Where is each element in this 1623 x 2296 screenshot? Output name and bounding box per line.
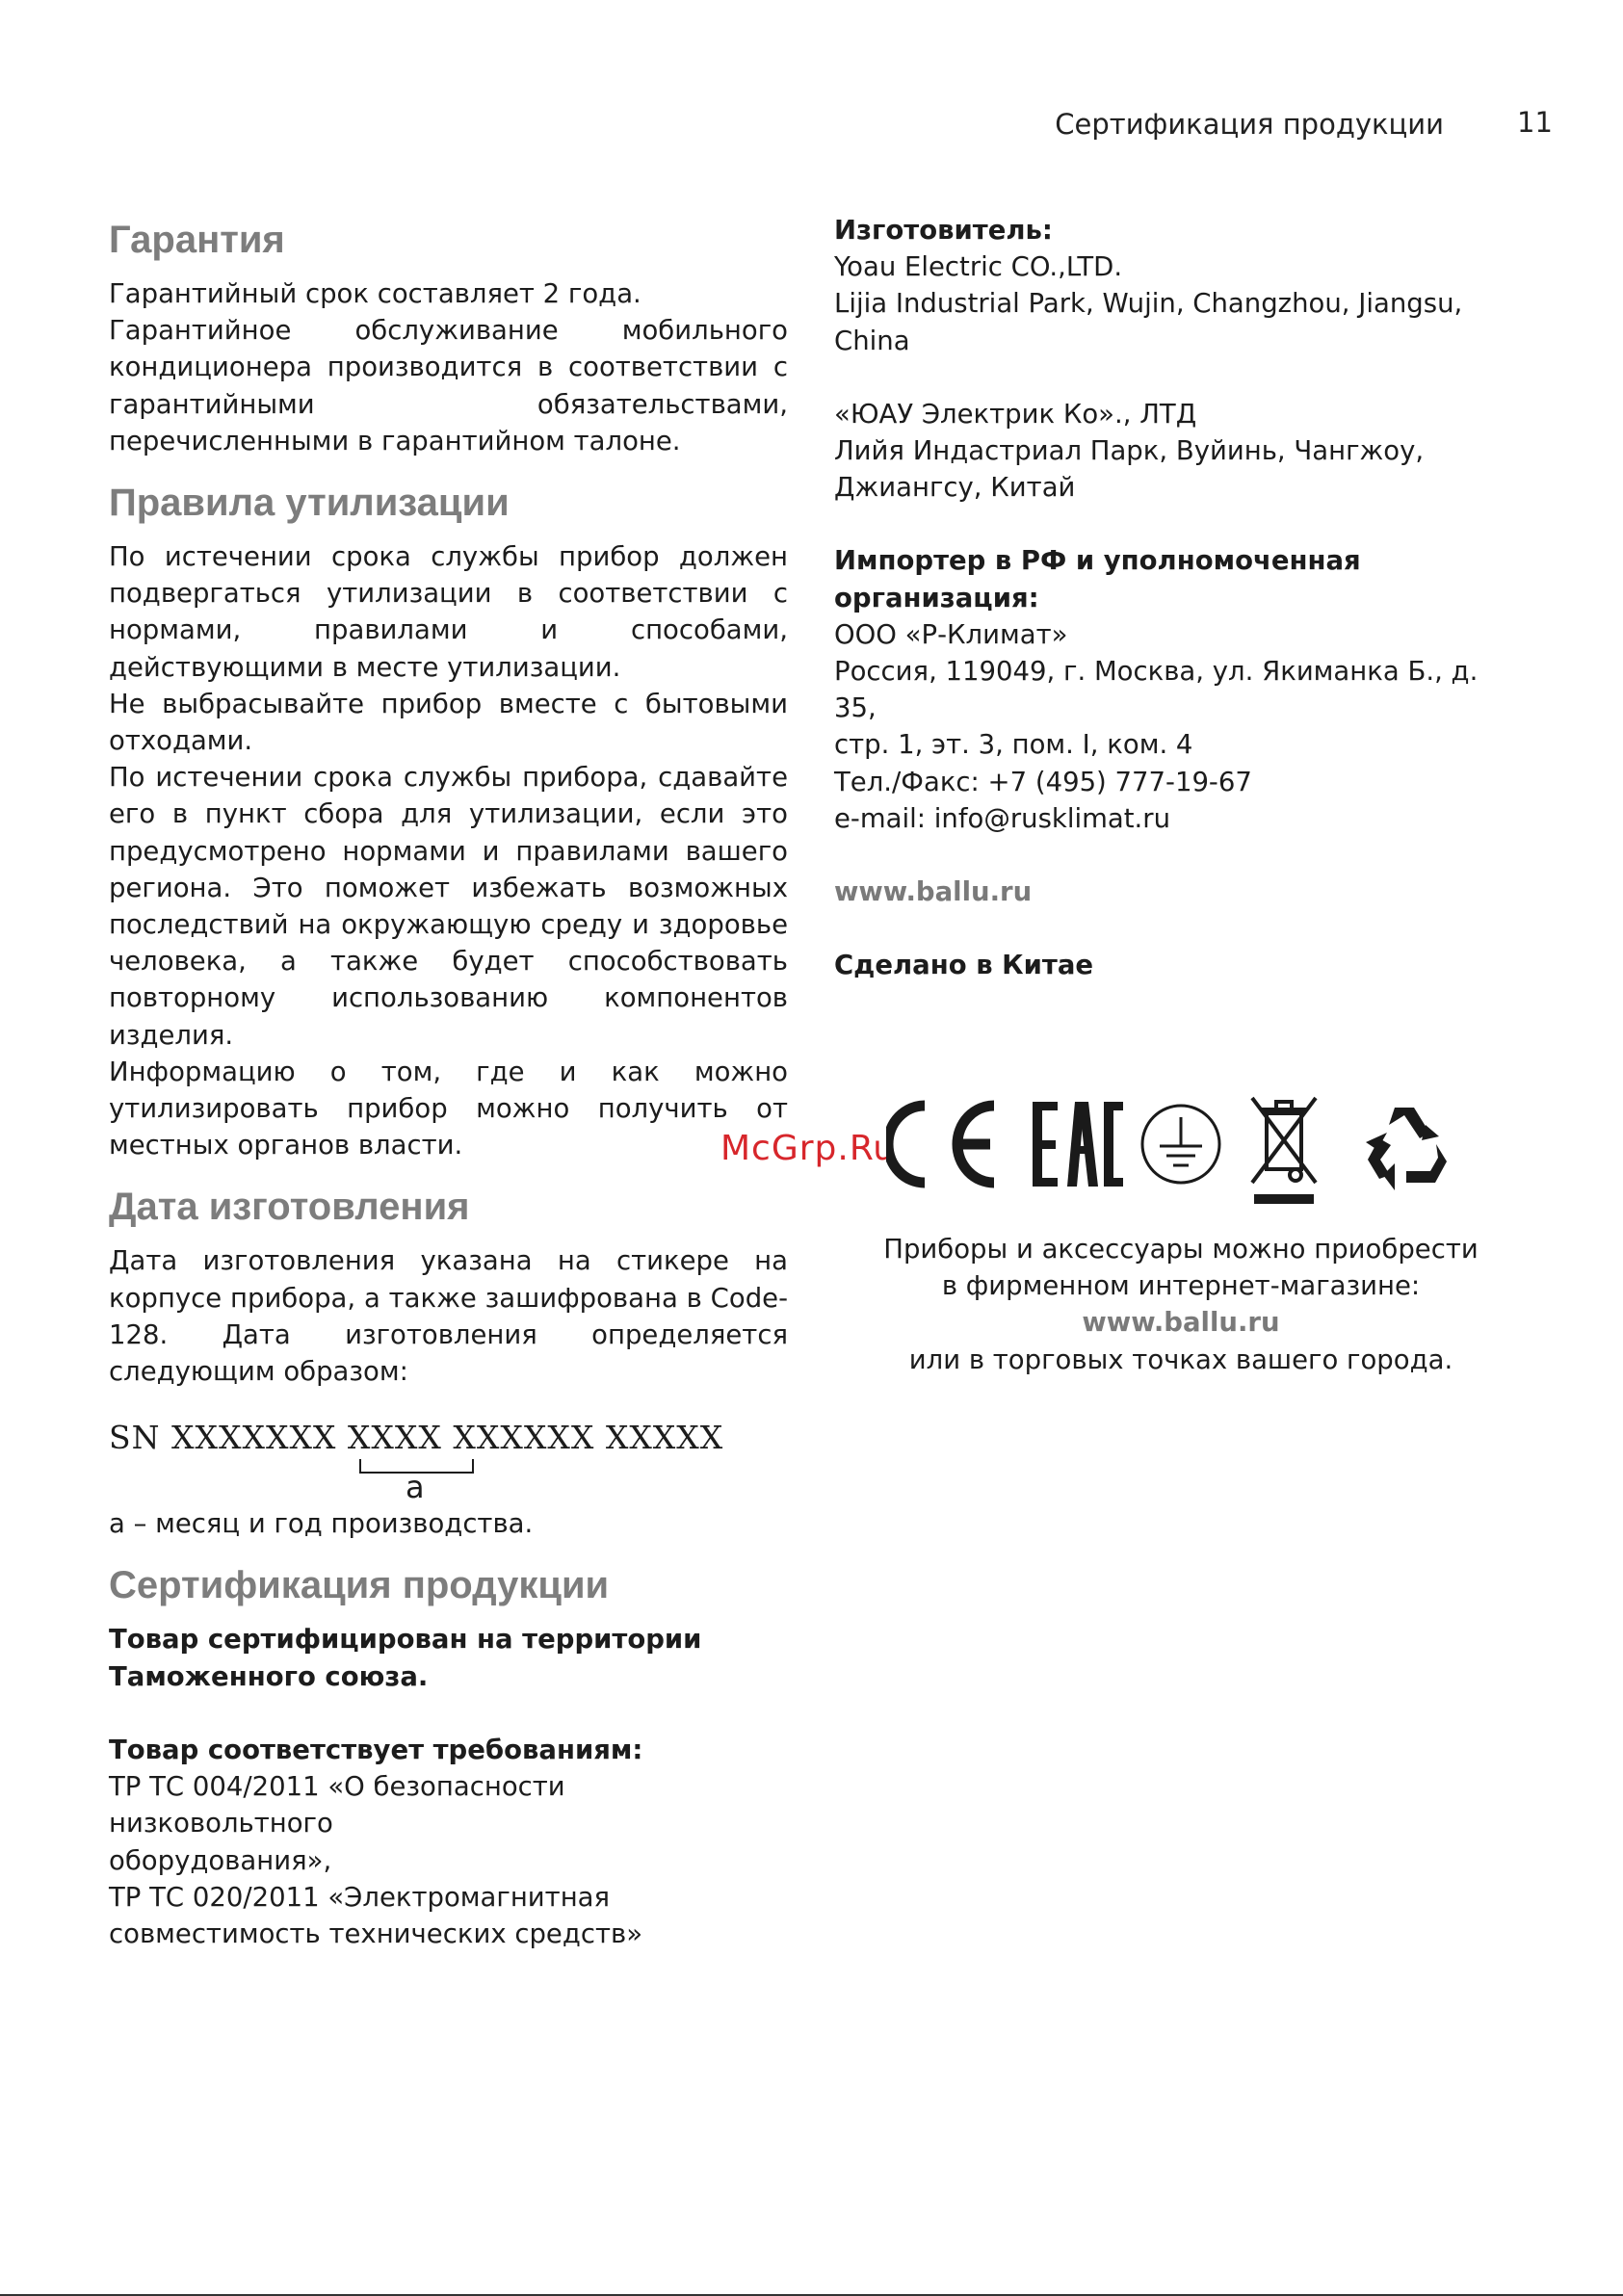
page-header: [0, 108, 1623, 146]
certification-marks: [886, 1086, 1464, 1221]
weee-bar-icon: [1254, 1194, 1314, 1204]
made-in-label: Сделано в Китае: [834, 950, 1094, 981]
certification-heading: Сертификация продукции: [109, 1564, 610, 1607]
manufacture-date-text: Дата изготовления указана на стикере на корпусе прибора, а также зашифрована в Code-128. Дата изготовления определяется следующим образом:: [109, 1245, 788, 1388]
left-column: [109, 212, 788, 1952]
manufacturer-name-en: Yoau Electric CO.,LTD.: [834, 251, 1123, 283]
importer-title: Импортер в РФ и уполномоченная организация:: [834, 545, 1361, 613]
importer-company: ООО «Р-Климат»: [834, 618, 1068, 650]
shop-line: Приборы и аксессуары можно приобрести: [883, 1234, 1479, 1265]
requirement-item: ТР ТС 004/2011 «О безопасности низковольтного оборудования»,: [109, 1771, 565, 1876]
eac-mark-icon: [1033, 1102, 1123, 1187]
manufacture-date-heading: Дата изготовления: [109, 1186, 470, 1229]
serial-number-diagram: [109, 1419, 788, 1505]
importer-phone: Тел./Факс: +7 (495) 777-19-67: [834, 766, 1252, 797]
manufacturer-title: Изготовитель:: [834, 215, 1053, 246]
ground-symbol-icon: [1142, 1106, 1219, 1183]
serial-legend: а – месяц и год производства.: [109, 1508, 534, 1540]
running-header-title: Сертификация продукции: [1055, 108, 1444, 141]
requirements-title: Товар соответствует требованиям:: [109, 1734, 643, 1765]
ce-mark-icon: [888, 1106, 994, 1183]
certified-text: Товар сертифицирован на территории Таможенного союза.: [109, 1624, 702, 1692]
serial-bracket-label: a: [406, 1469, 425, 1506]
requirement-item: ТР ТС 020/2011 «Электромагнитная совместимость технических средств»: [109, 1881, 643, 1949]
warranty-term: Гарантийный срок составляет 2 года.: [109, 278, 641, 309]
manufacturer-address-en: Lijia Industrial Park, Wujin, Changzhou, Jiangsu, China: [834, 288, 1463, 356]
manufacturer-address-ru: Лийя Индастриал Парк, Вуйинь, Чангжоу, Джиангсу, Китай: [834, 435, 1425, 504]
page-number: 11: [1517, 106, 1553, 139]
website-link[interactable]: www.ballu.ru: [834, 876, 1033, 908]
shop-line: или в торговых точках вашего города.: [908, 1344, 1453, 1375]
shop-link[interactable]: www.ballu.ru: [1082, 1307, 1280, 1339]
weee-bin-icon: [1252, 1098, 1316, 1183]
watermark: McGrp.Ru: [720, 1129, 897, 1168]
disposal-heading: Правила утилизации: [109, 482, 510, 525]
disposal-paragraph: По истечении срока службы прибор должен подвергаться утилизации в соответствии с нормами, правилами и способами, действующими в месте утилизации.: [109, 541, 788, 683]
importer-email[interactable]: e-mail: info@rusklimat.ru: [834, 802, 1171, 834]
manufacturer-name-ru: «ЮАУ Электрик Ко»., ЛТД: [834, 398, 1197, 430]
warranty-heading: Гарантия: [109, 219, 285, 261]
disposal-paragraph: Не выбрасывайте прибор вместе с бытовыми отходами.: [109, 688, 788, 757]
warranty-service: Гарантийное обслуживание мобильного кондиционера производится в соответствии с гарантийными обязательствами, перечисленными в гарантийном талоне.: [109, 315, 788, 457]
importer-address: Россия, 119049, г. Москва, ул. Якиманка Б., д. 35, стр. 1, эт. 3, пом. I, ком. 4: [834, 656, 1479, 761]
disposal-paragraph: По истечении срока службы прибора, сдавайте его в пункт сбора для утилизации, если это предусмотрено нормами и правилами вашего региона. Это поможет избежать возможных последствий на окружающую среду и здоровье человека, а также будет способствовать повторному использованию компонентов изделия.: [109, 762, 788, 1051]
serial-number-format: SN XXXXXXX XXXX XXXXXX XXXXX: [109, 1419, 724, 1457]
disposal-paragraph: Информацию о том, где и как можно утилизировать прибор можно получить от местных органов власти.: [109, 1056, 788, 1161]
right-column: [834, 212, 1508, 983]
shop-info: [834, 1231, 1528, 1378]
recycle-icon: [1366, 1108, 1447, 1190]
shop-line: в фирменном интернет-магазине:: [941, 1270, 1421, 1302]
